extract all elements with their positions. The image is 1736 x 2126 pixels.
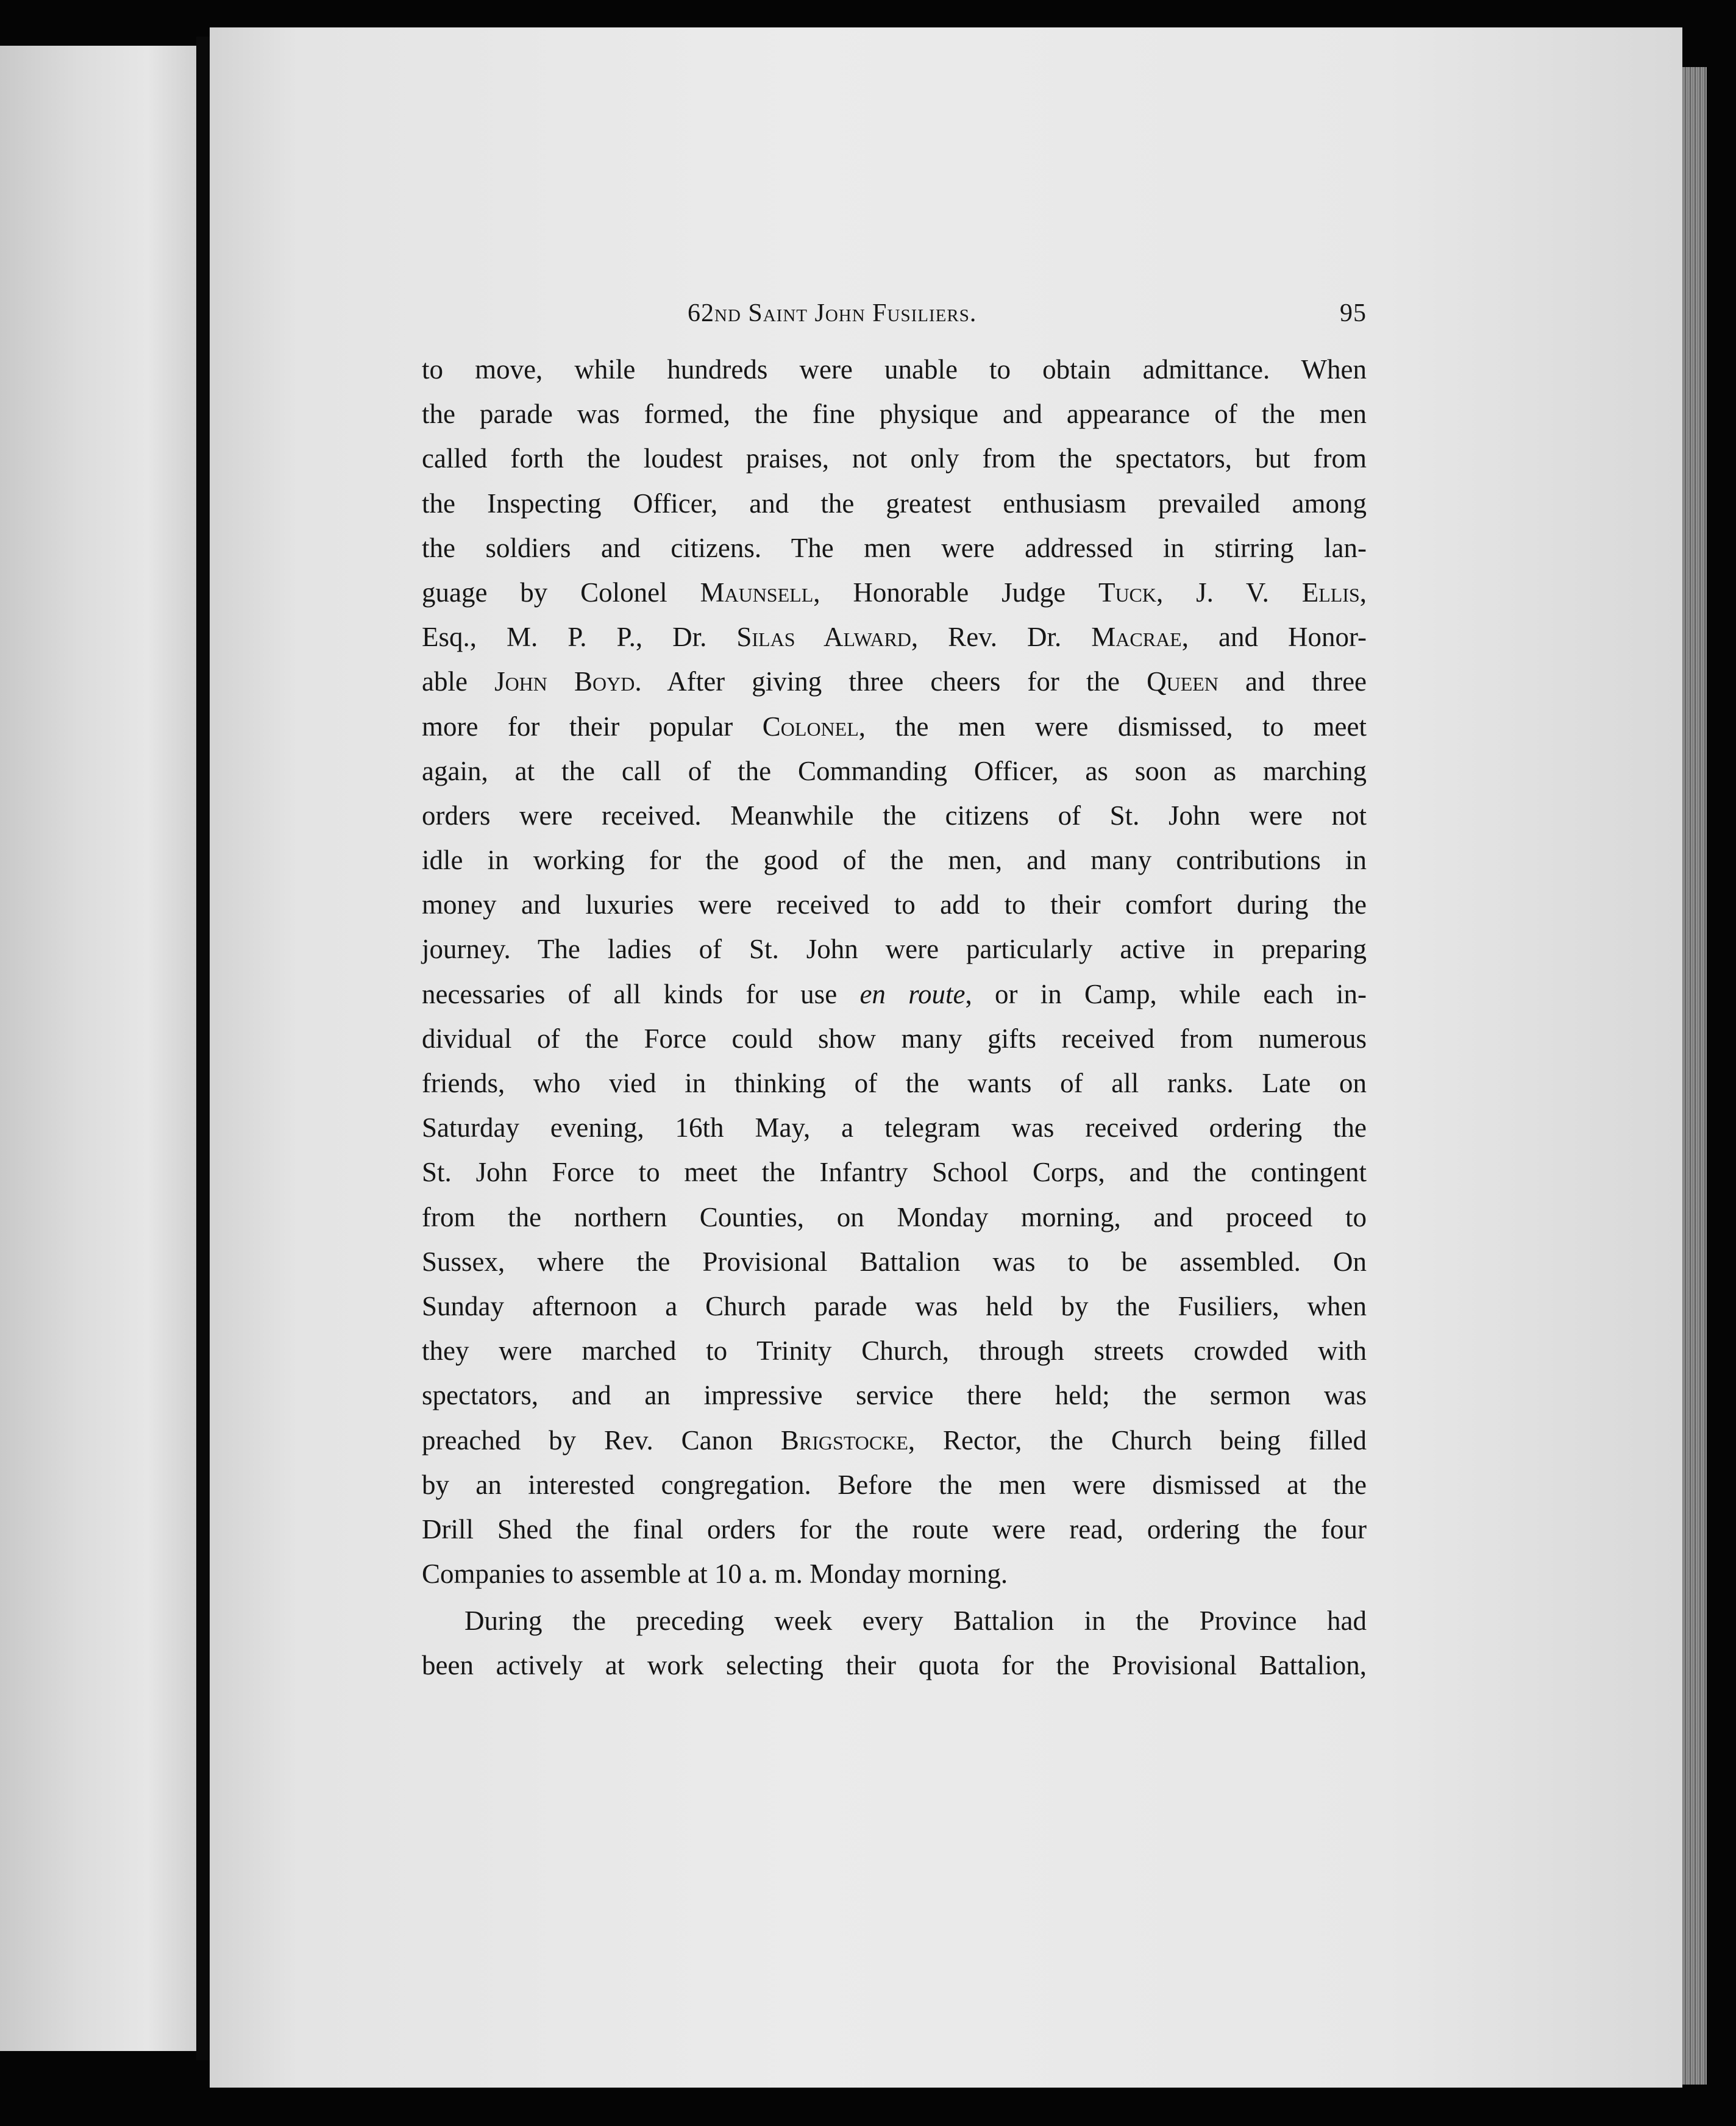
text-run: more for their popular	[422, 711, 733, 742]
text-run: . After giving three cheers for the	[635, 666, 1120, 697]
text-line: the Inspecting Officer, and the greatest enthusiasm prevailed among	[422, 488, 1367, 519]
text-line: Companies to assemble at 10 a. m. Monday morning.	[422, 1559, 1008, 1590]
paragraph-2	[422, 1599, 1367, 1688]
person-name: Silas Alward	[736, 622, 911, 653]
text-line: Drill Shed the final orders for the route were read, ordering the four	[422, 1513, 1367, 1545]
text-run: , Honorable Judge	[813, 577, 1066, 608]
text-line	[422, 659, 1367, 704]
text-line: they were marched to Trinity Church, through streets crowded with	[422, 1335, 1367, 1367]
text-run: Esq., M. P. P., Dr.	[422, 622, 707, 653]
person-name: Macrae	[1091, 622, 1182, 653]
facing-page	[0, 46, 196, 2051]
page-number: 95	[1340, 299, 1367, 327]
person-name: Ellis	[1301, 577, 1360, 608]
text-line: St. John Force to meet the Infantry School Corps, and the contingent	[422, 1157, 1367, 1188]
running-title: 62nd Saint John Fusiliers.	[688, 299, 977, 327]
text-line: the soldiers and citizens. The men were addressed in stirring lan-	[422, 532, 1367, 563]
text-line: Sunday afternoon a Church parade was held by the Fusiliers, when	[422, 1290, 1367, 1321]
text-line	[422, 972, 1367, 1017]
running-head	[422, 299, 1367, 347]
person-name: Maunsell	[700, 577, 814, 608]
text-line: been actively at work selecting their quota for the Provisional Battalion,	[422, 1650, 1367, 1681]
text-line: friends, who vied in thinking of the wants of all ranks. Late on	[422, 1068, 1367, 1098]
text-run: , Rev. Dr.	[911, 622, 1062, 653]
text-line	[422, 705, 1367, 749]
text-line: from the northern Counties, on Monday morning, and proceed to	[422, 1201, 1367, 1232]
page-edges	[1682, 67, 1707, 2085]
text-run: necessaries of all kinds for use	[422, 978, 838, 1009]
text-line: the parade was formed, the fine physique and appearance of the men	[422, 399, 1367, 430]
text-line: During the preceding week every Battalion in the Province had	[464, 1605, 1367, 1637]
text-line	[422, 615, 1367, 659]
text-line: again, at the call of the Commanding Officer, as soon as marching	[422, 755, 1367, 786]
text-line: money and luxuries were received to add to their comfort during the	[422, 889, 1367, 920]
person-name: John Boyd	[494, 666, 635, 697]
text-line: journey. The ladies of St. John were particularly active in preparing	[422, 934, 1367, 965]
text-line: to move, while hundreds were unable to obtain admittance. When	[422, 354, 1367, 385]
text-line	[422, 571, 1367, 615]
text-run: , or in Camp, while each in-	[965, 978, 1367, 1009]
text-run: and three	[1245, 666, 1367, 697]
text-run: , the men were dismissed, to meet	[858, 711, 1367, 742]
person-name: Brigstocke	[780, 1424, 908, 1456]
text-run: , Rector, the Church being filled	[908, 1424, 1367, 1456]
text-line: by an interested congregation. Before the men were dismissed at the	[422, 1469, 1367, 1500]
text-line: spectators, and an impressive service there held; the sermon was	[422, 1380, 1367, 1411]
text-run: guage by Colonel	[422, 577, 667, 608]
italic-phrase: en route	[859, 978, 966, 1009]
text-line: orders were received. Meanwhile the citizens of St. John were not	[422, 800, 1367, 831]
text-run: , J. V.	[1156, 577, 1269, 608]
text-line: Sussex, where the Provisional Battalion was to be assembled. On	[422, 1246, 1367, 1277]
person-name: Tuck	[1098, 577, 1157, 608]
text-line	[422, 1418, 1367, 1463]
text-run: , and Honor-	[1181, 622, 1367, 653]
text-line: idle in working for the good of the men, and many contributions in	[422, 845, 1367, 876]
text-line: Saturday evening, 16th May, a telegram was received ordering the	[422, 1112, 1367, 1143]
text-run: preached by Rev. Canon	[422, 1424, 753, 1456]
page-text	[422, 299, 1367, 1688]
paragraph-1	[422, 347, 1367, 1596]
title-word: Colonel	[762, 711, 859, 742]
book-gutter	[196, 37, 210, 2060]
title-word: Queen	[1147, 666, 1218, 697]
text-line: dividual of the Force could show many gifts received from numerous	[422, 1023, 1367, 1054]
text-run: able	[422, 666, 468, 697]
text-line: called forth the loudest praises, not only from the spectators, but from	[422, 443, 1367, 474]
text-run: ,	[1359, 577, 1367, 608]
